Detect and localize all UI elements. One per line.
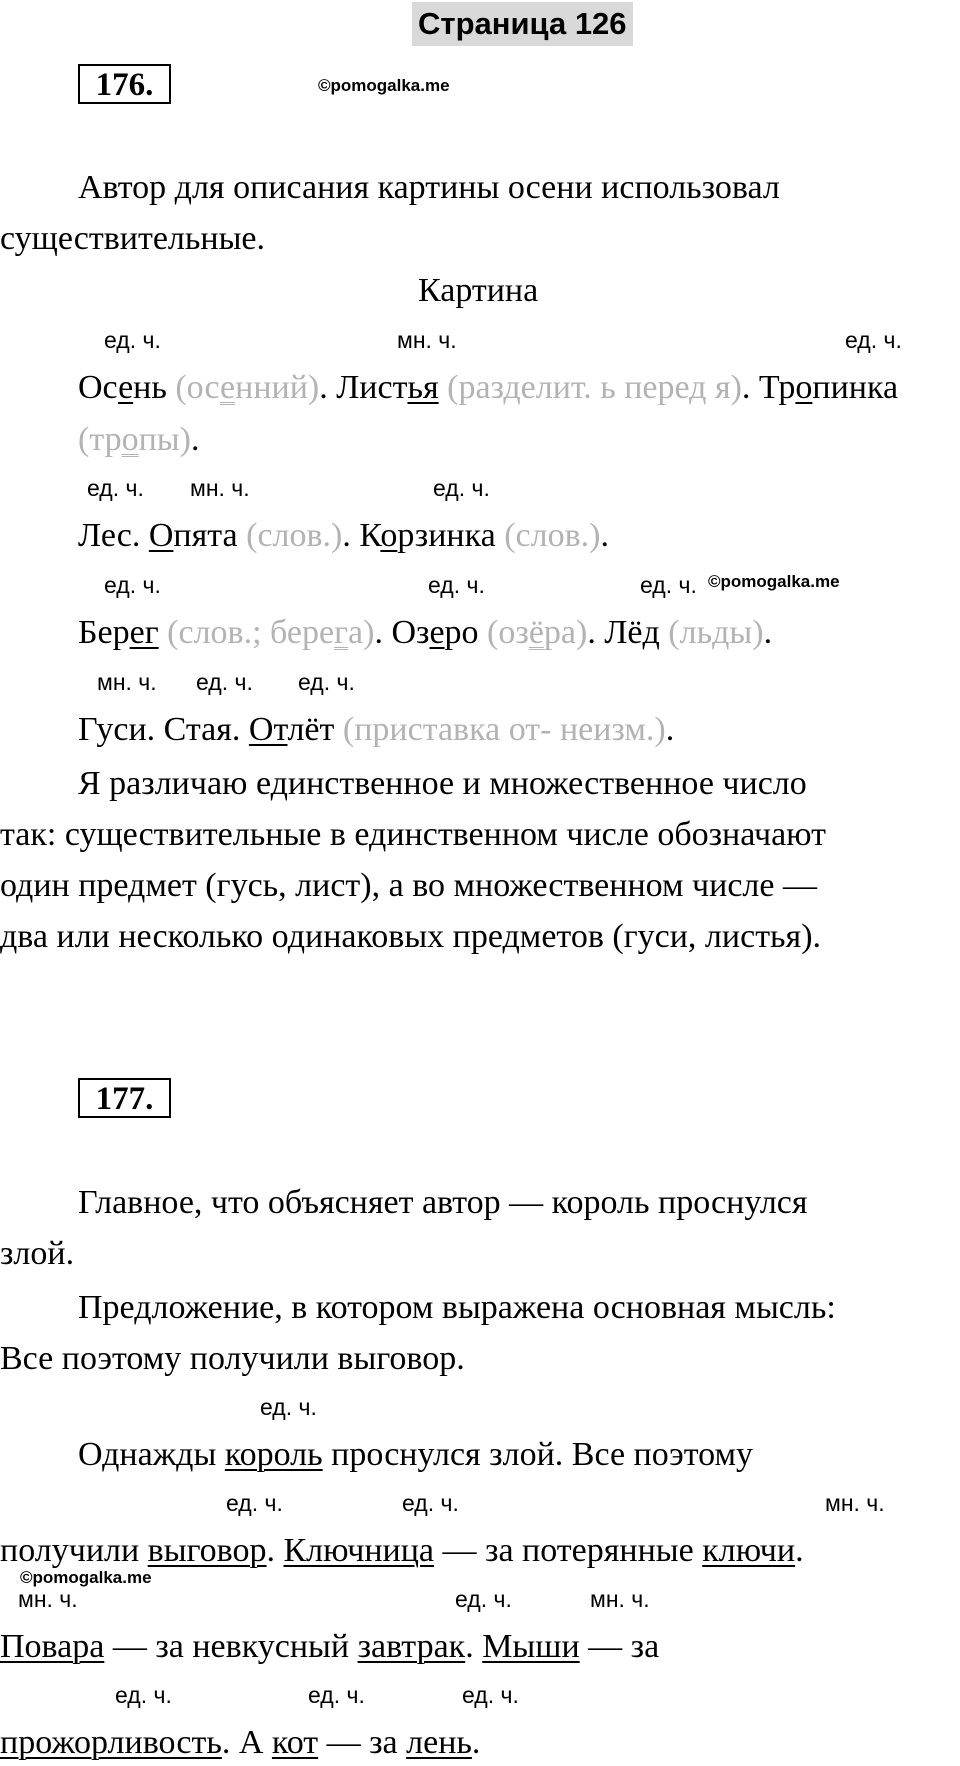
number-label: ед. ч. bbox=[104, 327, 161, 353]
ex176-line-1: Осень (осенний). Листья (разделит. ь перед я). Тропинка bbox=[78, 369, 899, 406]
number-label: ед. ч. bbox=[640, 572, 697, 598]
ex176-paragraph-line-1: Я различаю единственное и множественное число bbox=[78, 765, 807, 802]
ex176-line-3: Лес. Опята (слов.). Корзинка (слов.). bbox=[78, 517, 609, 554]
number-label: ед. ч. bbox=[226, 1490, 283, 1516]
ex176-intro-line-1: Автор для описания картины осени использовал bbox=[78, 169, 780, 206]
ex177-answer-line-2: злой. bbox=[0, 1235, 75, 1272]
ex177-answer-line-1: Главное, что объясняет автор — король проснулся bbox=[78, 1184, 808, 1221]
exercise-176-number: 176. bbox=[78, 64, 171, 104]
watermark: ©pomogalka.me bbox=[318, 76, 450, 95]
ex176-line-5: Гуси. Стая. Отлёт (приставка от- неизм.). bbox=[78, 711, 675, 748]
number-label: мн. ч. bbox=[97, 669, 157, 695]
number-label: ед. ч. bbox=[462, 1682, 519, 1708]
ex177-sentence-line-4: прожорливость. А кот — за лень. bbox=[0, 1724, 481, 1761]
ex177-main-idea-line-1: Предложение, в котором выражена основная мысль: bbox=[78, 1289, 836, 1326]
number-label: ед. ч. bbox=[455, 1586, 512, 1612]
ex176-intro-line-2: существительные. bbox=[0, 220, 266, 257]
number-label: ед. ч. bbox=[87, 475, 144, 501]
ex176-line-2: (тропы). bbox=[78, 421, 200, 458]
watermark: ©pomogalka.me bbox=[708, 572, 840, 591]
watermark: ©pomogalka.me bbox=[20, 1568, 152, 1587]
exercise-177-number: 177. bbox=[78, 1078, 171, 1118]
ex177-sentence-line-2: получили выговор. Ключница — за потерянные ключи. bbox=[0, 1532, 804, 1569]
number-label: мн. ч. bbox=[590, 1586, 650, 1612]
number-label: мн. ч. bbox=[18, 1586, 78, 1612]
number-label: ед. ч. bbox=[402, 1490, 459, 1516]
ex176-paragraph-line-2: так: существительные в единственном числе обозначают bbox=[0, 816, 826, 853]
ex176-heading: Картина bbox=[418, 272, 539, 309]
ex177-sentence-line-3: Повара — за невкусный завтрак. Мыши — за bbox=[0, 1628, 660, 1665]
ex177-sentence-line-1: Однажды король проснулся злой. Все поэтому bbox=[78, 1436, 754, 1473]
number-label: ед. ч. bbox=[115, 1682, 172, 1708]
ex176-line-4: Берег (слов.; берега). Озеро (озёра). Лёд (льды). bbox=[78, 614, 773, 651]
number-label: ед. ч. bbox=[260, 1394, 317, 1420]
number-label: ед. ч. bbox=[104, 572, 161, 598]
number-label: ед. ч. bbox=[196, 669, 253, 695]
number-label: мн. ч. bbox=[397, 327, 457, 353]
number-label: ед. ч. bbox=[428, 572, 485, 598]
number-label: мн. ч. bbox=[825, 1490, 885, 1516]
ex176-paragraph-line-3: один предмет (гусь, лист), а во множественном числе — bbox=[0, 867, 817, 904]
number-label: ед. ч. bbox=[845, 327, 902, 353]
number-label: ед. ч. bbox=[308, 1682, 365, 1708]
ex177-main-idea-line-2: Все поэтому получили выговор. bbox=[0, 1340, 465, 1377]
number-label: ед. ч. bbox=[433, 475, 490, 501]
page-header: Страница 126 bbox=[412, 2, 633, 46]
number-label: ед. ч. bbox=[298, 669, 355, 695]
number-label: мн. ч. bbox=[190, 475, 250, 501]
ex176-paragraph-line-4: два или несколько одинаковых предметов (гуси, листья). bbox=[0, 918, 822, 955]
